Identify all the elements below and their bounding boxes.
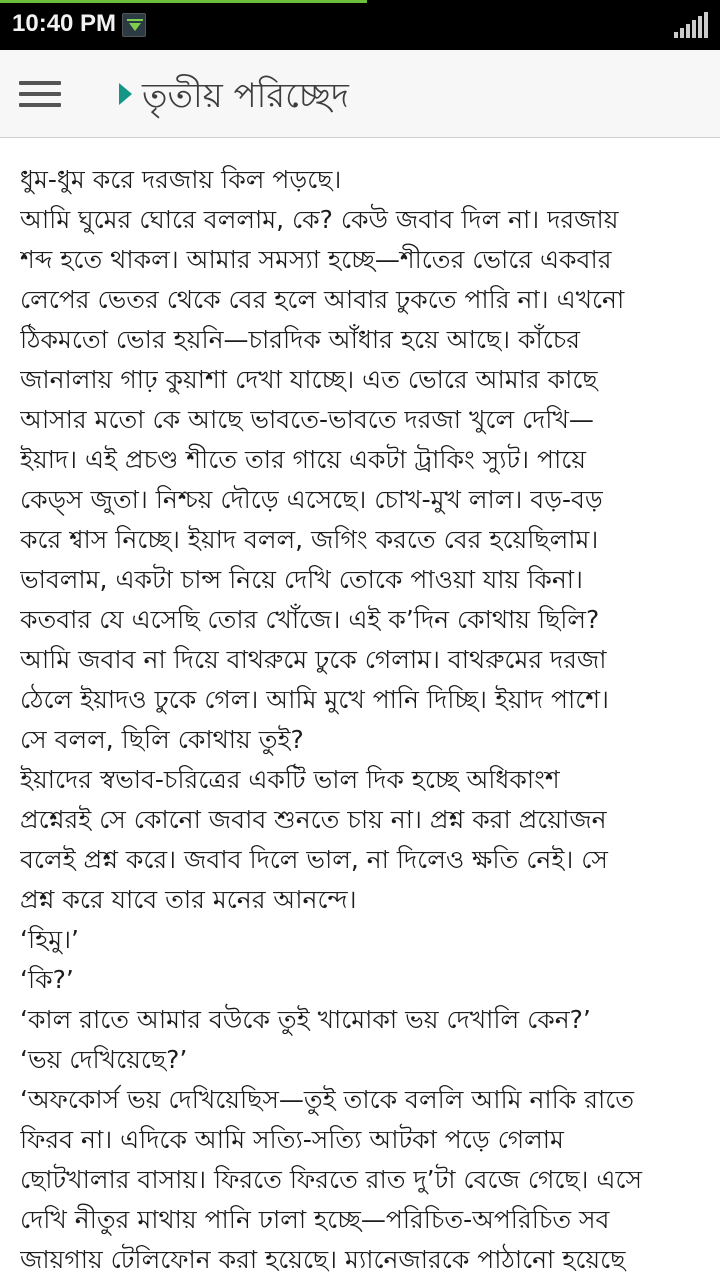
text-line: ‘ভয় দেখিয়েছে?’ [20, 1045, 188, 1074]
play-triangle-icon [119, 83, 132, 105]
toolbar [0, 50, 720, 138]
text-line: ‘অফকোর্স ভয় দেখিয়েছিস—তুই তাকে বললি আমি নাকি রাতে [20, 1085, 635, 1114]
text-line: ইয়াদ। এই প্রচণ্ড শীতে তার গায়ে একটা ট্রাকিং স্যুট। পায়ে [20, 445, 586, 474]
text-line: সে বলল, ছিলি কোথায় তুই? [20, 725, 304, 754]
text-line: জায়গায় টেলিফোন করা হয়েছে। ম্যানেজারকে পাঠানো হয়েছে [20, 1245, 626, 1274]
text-line: ঠেলে ইয়াদও ঢুকে গেল। আমি মুখে পানি দিচ্ছি। ইয়াদ পাশে। [20, 685, 609, 714]
text-line: ফিরব না। এদিকে আমি সত্যি-সত্যি আটকা পড়ে গেলাম [20, 1125, 564, 1154]
text-line: ছোটখালার বাসায়। ফিরতে ফিরতে রাত দু’টা বেজে গেছে। এসে [20, 1165, 643, 1194]
text-line: ঠিকমতো ভোর হয়নি—চারদিক আঁধার হয়ে আছে। কাঁচের [20, 325, 581, 354]
hamburger-menu-icon[interactable] [16, 74, 64, 114]
text-line: প্রশ্ন করে যাবে তার মনের আনন্দে। [20, 885, 357, 914]
text-line: ভাবলাম, একটা চান্স নিয়ে দেখি তোকে পাওয়া যায় কিনা। [20, 565, 583, 594]
text-line: দেখি নীতুর মাথায় পানি ঢালা হচ্ছে—পরিচিত-অপরিচিত সব [20, 1205, 610, 1234]
status-bar [0, 0, 720, 50]
text-line: আমি ঘুমের ঘোরে বললাম, কে? কেউ জবাব দিল না। দরজায় [20, 205, 619, 234]
text-line: লেপের ভেতর থেকে বের হলে আবার ঢুকতে পারি না। এখনো [20, 285, 625, 314]
text-line: ‘হিমু।’ [20, 925, 80, 954]
text-line: করে শ্বাস নিচ্ছে। ইয়াদ বলল, জগিং করতে বের হয়েছিলাম। [20, 525, 599, 554]
text-line: ‘কি?’ [20, 965, 74, 994]
text-line: জানালায় গাঢ় কুয়াশা দেখা যাচ্ছে। এত ভোরে আমার কাছে [20, 365, 598, 394]
text-line: প্রশ্নেরই সে কোনো জবাব শুনতে চায় না। প্রশ্ন করা প্রয়োজন [20, 805, 607, 834]
text-line: বলেই প্রশ্ন করে। জবাব দিলে ভাল, না দিলেও ক্ষতি নেই। সে [20, 845, 608, 874]
download-notification-icon [122, 13, 146, 37]
reading-content [20, 160, 710, 1280]
status-time: 10:40 PM [12, 10, 117, 37]
text-line: শব্দ হতে থাকল। আমার সমস্যা হচ্ছে—শীতের ভোরে একবার [20, 245, 612, 274]
reading-progress-bar [0, 0, 367, 3]
chapter-title: তৃতীয় পরিচ্ছেদ [142, 76, 349, 116]
text-line: ধুম-ধুম করে দরজায় কিল পড়ছে। [20, 165, 342, 194]
text-line: কেড্‌স জুতা। নিশ্চয় দৌড়ে এসেছে। চোখ-মুখ লাল। বড়-বড় [20, 485, 603, 514]
text-line: কতবার যে এসেছি তোর খোঁজে। এই ক’দিন কোথায় ছিলি? [20, 605, 600, 634]
text-line: আমি জবাব না দিয়ে বাথরুমে ঢুকে গেলাম। বাথরুমের দরজা [20, 645, 607, 674]
text-line: আসার মতো কে আছে ভাবতে-ভাবতে দরজা খুলে দেখি— [20, 405, 594, 434]
text-line: ‘কাল রাতে আমার বউকে তুই খামোকা ভয় দেখালি কেন?’ [20, 1005, 591, 1034]
cell-signal-icon [674, 12, 708, 38]
text-line: ইয়াদের স্বভাব-চরিত্রের একটি ভাল দিক হচ্ছে অধিকাংশ [20, 765, 560, 794]
